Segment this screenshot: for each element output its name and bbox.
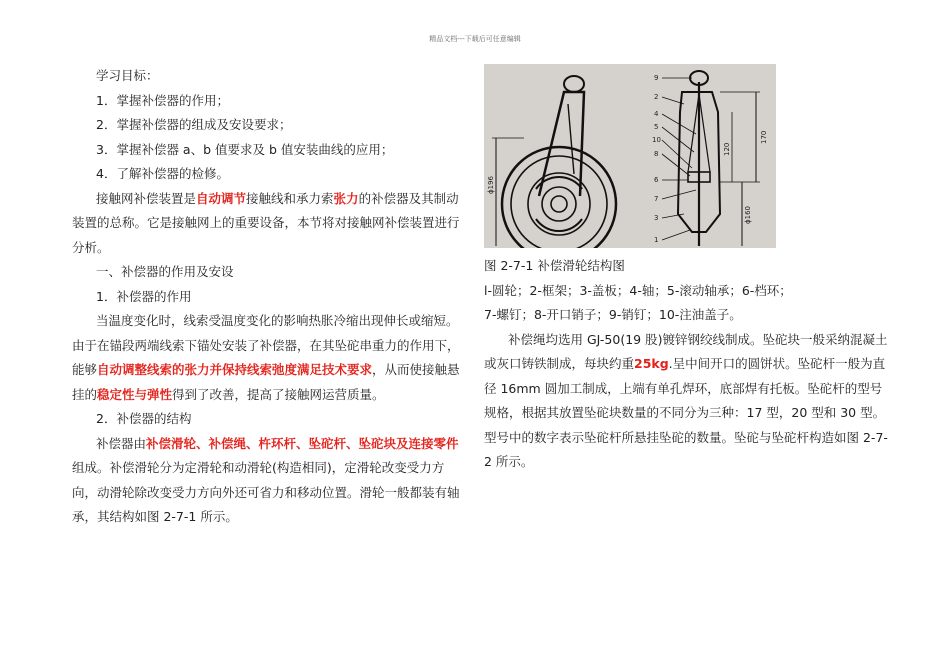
figure-legend: 7-螺钉；8-开口销子；9-销钉；10-注油盖子。 [484,307,742,322]
figure-label: 9 [654,74,659,82]
left-column [72,64,467,530]
body-text: 得到了改善，提高了接触网运营质量。 [172,386,385,402]
page-header: 精品文档---下载后可任意编辑 [429,35,521,43]
figure-label: 8 [654,150,659,158]
figure-legend: l-圆轮；2-框架；3-盖板；4-轴；5-滚动轴承；6-档环； [484,282,792,298]
highlight-text: 补偿滑轮、补偿绳、杵环杆、坠砣杆、坠砣块及连接零件 [146,435,459,451]
dimension-label: ϕ196 [487,176,495,194]
figure-caption: 图 2-7-1 补偿滑轮结构图 [484,258,625,273]
figure-label: 5 [654,123,659,131]
dimension-label: 170 [760,130,768,144]
figure-label: 6 [654,176,659,184]
objective-item: 4．了解补偿器的检修。 [96,166,229,181]
figure-label: 4 [654,110,659,118]
highlight-text: 自动调整线索的张力并保持线索弛度满足技术要求 [97,362,373,377]
right-column [484,254,888,475]
figure-label: 2 [654,93,659,101]
body-text: 组成。补偿滑轮分为定滑轮和动滑轮(构造相同)，定滑轮改变受力方向，动滑轮除改变受力方向外还可省力和移动位置。滑轮一般都装有轴承，其结构如图 2-7-1 所示。 [72,460,460,524]
body-text: .呈中间开口的圆饼状。坠砣杆一般为直径 16mm 圆加工制成，上端有单孔焊环，底部焊有托板。坠砣杆的型号规格，根据其放置坠砣块数量的不同分为三种：17 型，20 型和 30 型。型号中的数字表示坠砣杆所悬挂坠砣的数量。坠砣与坠砣杆构造如图 2-7-2 所示。 [484,356,888,469]
subsection-heading: 2．补偿器的结构 [96,411,192,426]
figure-label: 3 [654,214,659,222]
objective-item: 3．掌握补偿器 a、b 值要求及 b 值安装曲线的应用； [96,141,394,157]
function-paragraph [72,309,467,407]
highlight-text: 稳定性与弹性 [97,386,173,402]
objective-item: 1．掌握补偿器的作用； [96,92,229,108]
subsection-heading: 1．补偿器的作用 [96,288,192,304]
body-text: ，从而使接触悬挂的 [72,362,460,402]
intro-paragraph [72,187,467,261]
intro-text: 的补偿器及其制动装置的总称。它是接触网上的重要设备，本节将对接触网补偿装置进行分析。 [72,190,460,255]
body-text: 当温度变化时，线索受温度变化的影响热胀冷缩出现伸长或缩短。由于在锚段两端线索下锚处安装了补偿器，在其坠砣串重力的作用下，能够 [72,313,460,377]
figure-label: 7 [654,195,659,203]
highlight-text: 自动调节 [196,190,247,206]
body-text: 补偿器由 [96,435,147,451]
objective-item: 2．掌握补偿器的组成及安设要求； [96,117,292,132]
pulley-structure-figure [484,64,776,248]
figure-label: 10 [652,136,661,144]
body-text: 补偿绳均选用 GJ-50(19 股)镀锌钢绞线制成。坠砣块一般采纳混凝土或灰口铸铁制成，每块约重 [484,331,888,371]
structure-paragraph [72,432,467,530]
dimension-label: ϕ160 [744,206,752,224]
figure-label: 1 [654,236,659,244]
intro-text: 接触网补偿装置是 [96,190,197,206]
rope-paragraph [484,328,888,475]
section-heading: 一、补偿器的作用及安设 [96,264,234,279]
objectives-title: 学习目标： [96,68,159,83]
intro-text: 接触线和承力索 [246,190,334,206]
highlight-text: 25kg [634,356,669,371]
highlight-text: 张力 [333,190,359,206]
dimension-label: 120 [723,142,731,156]
pulley-drawing [484,64,776,248]
